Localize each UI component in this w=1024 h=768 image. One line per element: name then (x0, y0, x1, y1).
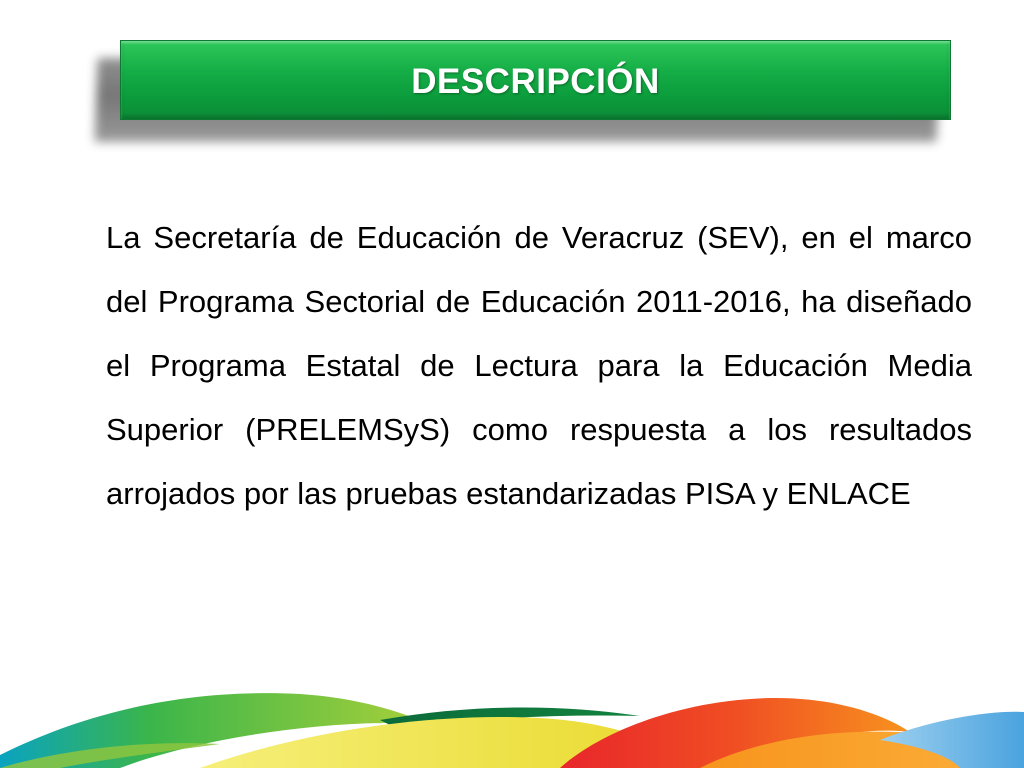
title-banner (120, 40, 951, 120)
slide-body-text: La Secretaría de Educación de Veracruz (SEV), en el marco del Programa Sectorial de Educación 2011-2016, ha diseñado el Programa Estatal de Lectura para la Educación Media Superior (PRELEMSyS) como respuesta a los resultados arrojados por las pruebas estandarizadas PISA y ENLACE (106, 220, 972, 511)
decorative-wave-ribbons (0, 660, 1024, 768)
slide-title: DESCRIPCIÓN (411, 62, 660, 101)
